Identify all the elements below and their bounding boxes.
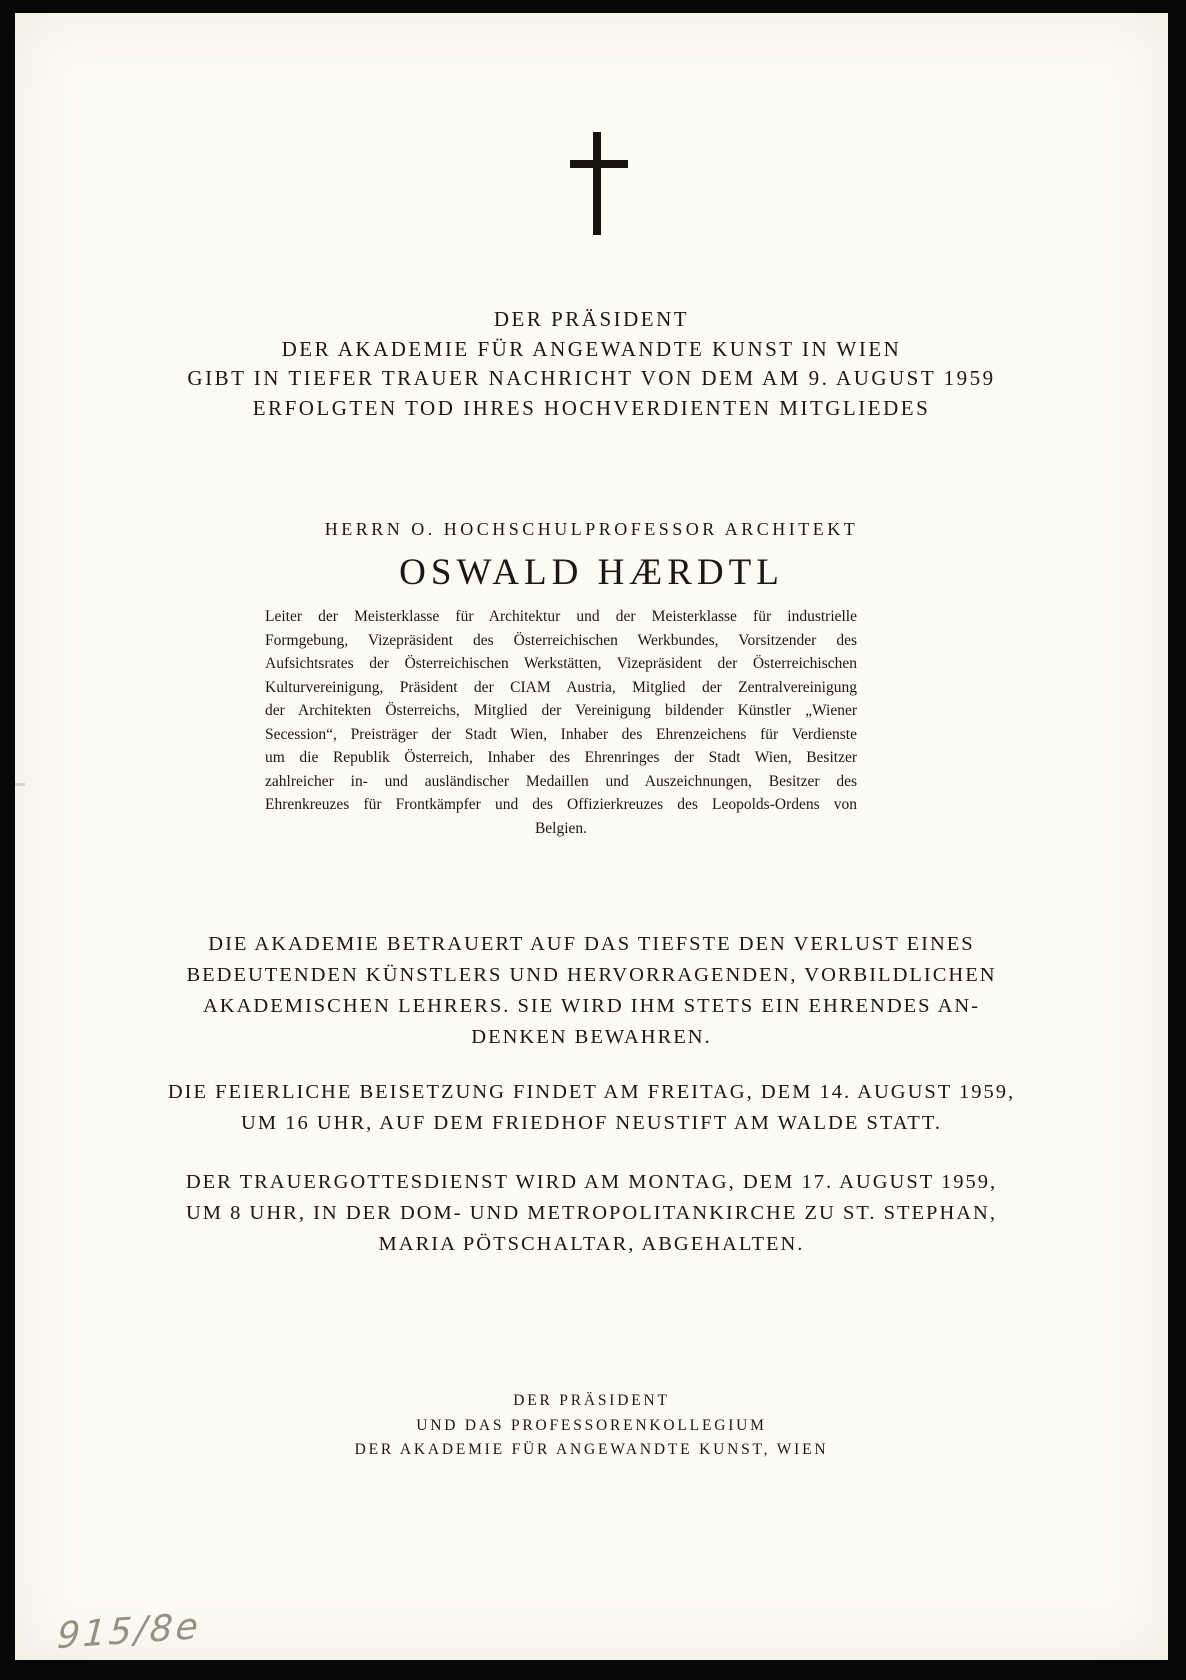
footer-line: DER PRÄSIDENT <box>513 1392 670 1409</box>
header-line: GIBT IN TIEFER TRAUER NACHRICHT VON DEM AM 9. AUGUST 1959 <box>187 366 996 390</box>
document-page <box>15 13 1168 1660</box>
bio-line: Secession“, Preisträger der Stadt Wien, Inhaber des Ehrenzeichens für Verdienste <box>265 725 857 743</box>
bio-line: Formgebung, Vizepräsident des Österreichischen Werkbundes, Vorsitzender des <box>265 631 857 649</box>
memorial-service-announcement <box>15 1167 1168 1260</box>
header-line: DER AKADEMIE FÜR ANGEWANDTE KUNST IN WIEN <box>281 336 902 361</box>
bio-line: Aufsichtsrates der Österreichischen Werkstätten, Vizepräsident der Österreichischen <box>265 655 857 672</box>
bio-line: Ehrenkreuzes für Frontkämpfer und des Offizierkreuzes des Leopolds-Ordens von <box>265 796 857 813</box>
honorific-title: HERRN O. HOCHSCHULPROFESSOR ARCHITEKT <box>324 519 859 539</box>
mourning-line: DIE AKADEMIE BETRAUERT AUF DAS TIEFSTE DEN VERLUST EINES <box>208 933 975 955</box>
header-line: ERFOLGTEN TOD IHRES HOCHVERDIENTEN MITGLIEDES <box>252 395 931 420</box>
footer-line: UND DAS PROFESSORENKOLLEGIUM <box>416 1416 767 1434</box>
cross-horizontal-bar <box>570 160 628 168</box>
footer-line: DER AKADEMIE FÜR ANGEWANDTE KUNST, WIEN <box>354 1441 829 1458</box>
bio-line: Leiter der Meisterklasse für Architektur und der Meisterklasse für industrielle <box>265 608 857 625</box>
biography-paragraph <box>265 605 857 840</box>
mourning-statement <box>15 929 1168 1053</box>
service-line: MARIA PÖTSCHALTAR, ABGEHALTEN. <box>378 1233 805 1255</box>
scan-edge-artifact <box>15 783 25 786</box>
signature-footer <box>15 1389 1168 1463</box>
announcement-header <box>15 305 1168 423</box>
service-line: DER TRAUERGOTTESDIENST WIRD AM MONTAG, DEM 17. AUGUST 1959, <box>185 1171 998 1193</box>
cross-vertical-bar <box>593 132 601 235</box>
mourning-line: AKADEMISCHEN LEHRERS. SIE WIRD IHM STETS EIN EHRENDES AN- <box>202 995 981 1017</box>
deceased-name: OSWALD HÆRDTL <box>399 552 784 593</box>
bio-line: zahlreicher in- und ausländischer Medaillen und Auszeichnungen, Besitzer des <box>265 772 857 790</box>
pencil-inventory-annotation: 915/8e <box>55 1605 203 1658</box>
bio-line: um die Republik Österreich, Inhaber des Ehrenringes der Stadt Wien, Besitzer <box>265 749 857 766</box>
bio-line: Kulturvereinigung, Präsident der CIAM Austria, Mitglied der Zentralvereinigung <box>265 678 857 696</box>
service-line: UM 8 UHR, IN DER DOM- UND METROPOLITANKIRCHE ZU ST. STEPHAN, <box>186 1202 997 1224</box>
header-line: DER PRÄSIDENT <box>493 307 690 331</box>
bio-line: der Architekten Österreichs, Mitglied der Vereinigung bildender Künstler „Wiener <box>265 702 857 719</box>
burial-line: UM 16 UHR, AUF DEM FRIEDHOF NEUSTIFT AM WALDE STATT. <box>241 1112 942 1134</box>
mourning-line: DENKEN BEWAHREN. <box>471 1026 712 1048</box>
bio-line: Belgien. <box>534 819 588 837</box>
burial-line: DIE FEIERLICHE BEISETZUNG FINDET AM FREITAG, DEM 14. AUGUST 1959, <box>167 1081 1016 1103</box>
mourning-line: BEDEUTENDEN KÜNSTLERS UND HERVORRAGENDEN, VORBILDLICHEN <box>186 964 997 986</box>
burial-announcement <box>15 1077 1168 1139</box>
